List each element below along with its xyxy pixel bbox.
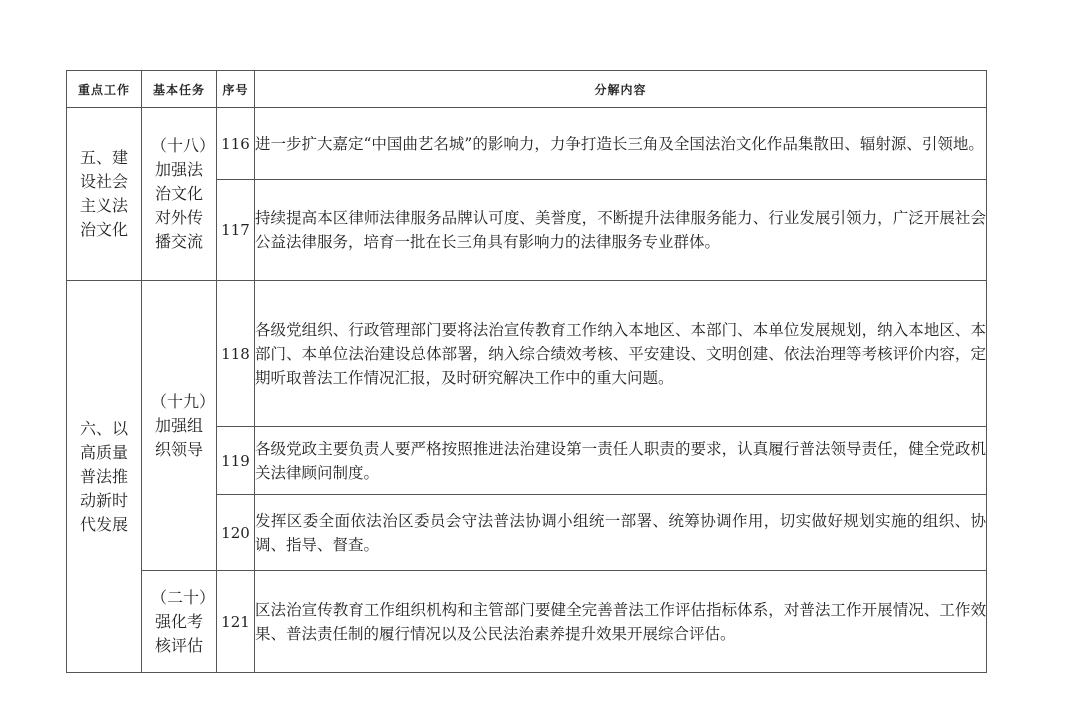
item-number: 119 — [217, 427, 255, 495]
focus-cell — [67, 108, 142, 281]
table-row — [67, 281, 987, 427]
item-content: 发挥区委全面依法治区委员会守法普法协调小组统一部署、统筹协调作用，切实做好规划实施的组织、协调、指导、督查。 — [255, 495, 987, 571]
header-task: 基本任务 — [142, 71, 217, 108]
item-content: 进一步扩大嘉定“中国曲艺名城”的影响力，力争打造长三角及全国法治文化作品集散田、辐射源、引领地。 — [255, 108, 987, 180]
item-number: 121 — [217, 571, 255, 673]
focus-text: 五、建设社会主义法治文化 — [79, 148, 128, 239]
header-number: 序号 — [217, 71, 255, 108]
table-row — [67, 571, 987, 673]
task-text: （十九）加强组织领导 — [150, 391, 207, 459]
item-number: 116 — [217, 108, 255, 180]
task-cell — [142, 281, 217, 571]
item-content: 持续提高本区律师法律服务品牌认可度、美誉度，不断提升法律服务能力、行业发展引领力，广泛开展社会公益法律服务，培育一批在长三角具有影响力的法律服务专业群体。 — [255, 180, 987, 281]
focus-text: 六、以高质量普法推动新时代发展 — [79, 418, 128, 534]
task-cell — [142, 108, 217, 281]
item-content: 各级党组织、行政管理部门要将法治宣传教育工作纳入本地区、本部门、本单位发展规划，纳入本地区、本部门、本单位法治建设总体部署，纳入综合绩效考核、平安建设、文明创建、依法治理等考核评价内容，定期听取普法工作情况汇报，及时研究解决工作中的重大问题。 — [255, 281, 987, 427]
item-number: 120 — [217, 495, 255, 571]
header-focus: 重点工作 — [67, 71, 142, 108]
header-content: 分解内容 — [255, 71, 987, 108]
item-content: 各级党政主要负责人要严格按照推进法治建设第一责任人职责的要求，认真履行普法领导责任，健全党政机关法律顾问制度。 — [255, 427, 987, 495]
item-number: 118 — [217, 281, 255, 427]
item-content: 区法治宣传教育工作组织机构和主管部门要健全完善普法工作评估指标体系，对普法工作开展情况、工作效果、普法责任制的履行情况以及公民法治素养提升效果开展综合评估。 — [255, 571, 987, 673]
task-text: （十八）加强法治文化对外传播交流 — [150, 136, 207, 251]
task-cell — [142, 571, 217, 673]
item-number: 117 — [217, 180, 255, 281]
table-row — [67, 108, 987, 180]
focus-cell — [67, 281, 142, 673]
header-row — [67, 71, 987, 108]
task-text: （二十）强化考核评估 — [150, 587, 207, 655]
task-breakdown-table — [66, 70, 987, 673]
